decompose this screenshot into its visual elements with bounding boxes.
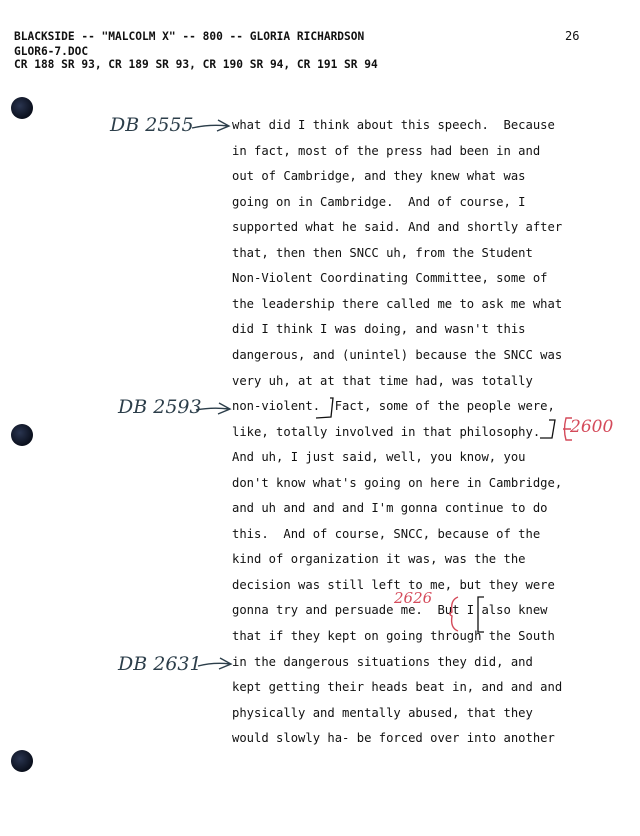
transcript-line: gonna try and persuade me. But I also knew [232, 603, 548, 618]
transcript-line: going on in Cambridge. And of course, I [232, 194, 526, 209]
transcript-line: physically and mentally abused, that they [232, 705, 533, 720]
transcript-line: did I think I was doing, and wasn't this [232, 322, 526, 337]
transcript-line: in fact, most of the press had been in and [232, 143, 541, 158]
arrow-mark-3 [198, 658, 231, 669]
red-brace-mark [450, 597, 458, 631]
transcript-line: this. And of course, SNCC, because of the [232, 526, 541, 541]
transcript-line: kind of organization it was, was the the [232, 552, 526, 567]
bracket-mark-1 [316, 398, 333, 418]
db-annotation-2: DB 2593 [118, 396, 202, 418]
transcript-line: non-violent. Fact, some of the people were, [232, 399, 555, 414]
transcript-line: kept getting their heads beat in, and and and [232, 680, 563, 695]
transcript-line: that if they kept on going through the South [232, 629, 555, 643]
transcript-line: and uh and and and I'm gonna continue to do [232, 501, 548, 516]
transcript-line: decision was still left to me, but they were [232, 577, 555, 592]
transcript-line: like, totally involved in that philosophy. [232, 424, 541, 439]
db-annotation-1: DB 2555 [110, 114, 194, 136]
transcript-line: what did I think about this speech. Because [232, 118, 555, 132]
header-title-line: BLACKSIDE -- "MALCOLM X" -- 800 -- GLORIA RICHARDSON [14, 30, 365, 43]
header-reel-line: CR 188 SR 93, CR 189 SR 93, CR 190 SR 94, CR 191 SR 94 [14, 58, 378, 71]
page-number: 26 [565, 29, 580, 43]
db-annotation-3: DB 2631 [118, 653, 202, 675]
transcript-line: out of Cambridge, and they knew what was [232, 169, 526, 184]
transcript-line: dangerous, and (unintel) because the SNCC was [232, 347, 563, 362]
red-bracket-mark-1 [563, 418, 572, 440]
timecode-annotation-1: 2600 [570, 417, 614, 437]
transcript-line: don't know what's going on here in Cambridge, [232, 475, 563, 490]
transcript-line: very uh, at at that time had, was totally [232, 373, 533, 388]
arrow-mark-1 [192, 120, 229, 131]
transcript-line: would slowly ha- be forced over into another [232, 731, 555, 746]
transcript-line: the leadership there called me to ask me what [232, 296, 563, 311]
bracket-mark-2 [540, 420, 555, 438]
timecode-annotation-2: 2626 [394, 589, 433, 607]
transcript-line: in the dangerous situations they did, and [232, 654, 533, 669]
transcript-line: Non-Violent Coordinating Committee, some of [232, 271, 548, 286]
arrow-mark-2 [196, 403, 230, 414]
transcript-line: And uh, I just said, well, you know, you [232, 450, 526, 465]
transcript-line: that, then then SNCC uh, from the Student [232, 245, 533, 260]
transcript-line: supported what he said. And and shortly after [232, 220, 563, 235]
header-filename-line: GLOR6-7.DOC [14, 45, 89, 58]
bracket-mark-3 [478, 597, 484, 632]
